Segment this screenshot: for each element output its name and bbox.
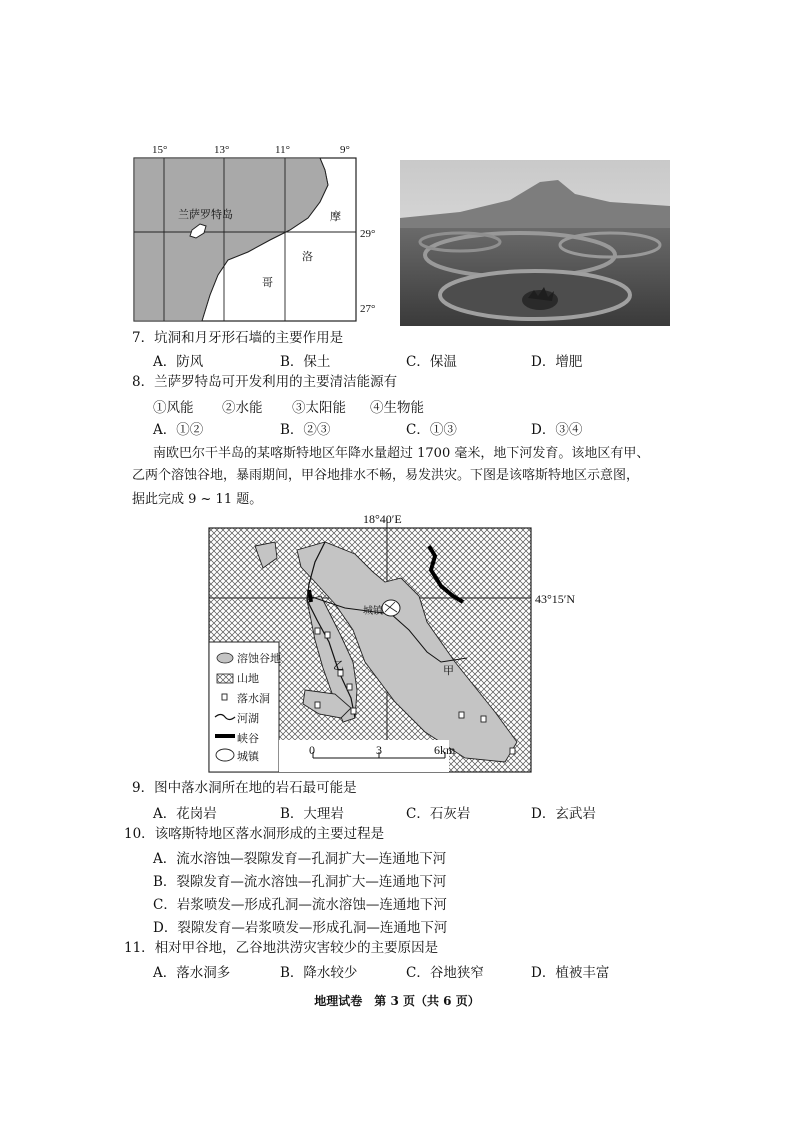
question-11 bbox=[124, 938, 438, 958]
passage-line: 据此完成 9 ~ 11 题。 bbox=[132, 492, 263, 507]
passage-line: 南欧巴尔干半岛的某喀斯特地区年降水量超过 1700 毫米，地下河发育。该地区有甲、 bbox=[153, 446, 650, 461]
legend-river: 河湖 bbox=[237, 713, 259, 725]
lon-label: 18°40′E bbox=[363, 512, 402, 526]
option-a[interactable]: A．落水洞多 bbox=[153, 965, 231, 981]
option-d[interactable]: D．裂隙发育—岩浆喷发—形成孔洞—连通地下河 bbox=[153, 920, 448, 936]
question-7 bbox=[132, 328, 343, 348]
lon-label: 13° bbox=[214, 144, 230, 156]
landscape-photo bbox=[400, 160, 670, 326]
lat-label: 27° bbox=[360, 303, 376, 315]
item-4: ④生物能 bbox=[370, 400, 424, 416]
question-number: 11． bbox=[124, 940, 155, 956]
scale-tick: 6km bbox=[434, 743, 456, 757]
option-c[interactable]: C．谷地狭窄 bbox=[406, 965, 484, 981]
item-1: ①风能 bbox=[153, 400, 194, 416]
question-9 bbox=[132, 778, 357, 798]
option-a[interactable]: A．①② bbox=[153, 422, 204, 438]
question-number: 8． bbox=[132, 374, 155, 390]
island-label: 兰萨罗特岛 bbox=[178, 209, 233, 221]
option-b[interactable]: B．②③ bbox=[280, 422, 331, 438]
option-a[interactable]: A．防风 bbox=[153, 354, 204, 370]
legend-mountain: 山地 bbox=[237, 673, 259, 685]
town-label: 城镇 bbox=[363, 606, 383, 617]
lat-label: 29° bbox=[360, 228, 376, 240]
map-lanzarote bbox=[130, 140, 390, 325]
lon-label: 9° bbox=[340, 144, 350, 156]
option-b[interactable]: B．裂隙发育—流水溶蚀—孔洞扩大—连通地下河 bbox=[153, 874, 447, 890]
question-stem: 该喀斯特地区落水洞形成的主要过程是 bbox=[154, 826, 385, 842]
legend-town: 城镇 bbox=[237, 751, 259, 763]
question-stem: 图中落水洞所在地的岩石最可能是 bbox=[154, 780, 357, 796]
option-c[interactable]: C．岩浆喷发—形成孔洞—流水溶蚀—连通地下河 bbox=[153, 897, 447, 913]
option-a[interactable]: A．花岗岩 bbox=[153, 806, 217, 822]
option-b[interactable]: B．降水较少 bbox=[280, 965, 358, 981]
passage-line: 乙两个溶蚀谷地，暴雨期间，甲谷地排水不畅，易发洪灾。下图是该喀斯特地区示意图， bbox=[132, 468, 640, 483]
question-8 bbox=[132, 372, 397, 392]
question-number: 10． bbox=[124, 826, 155, 842]
country-label: 哥 bbox=[262, 277, 273, 289]
question-10 bbox=[124, 824, 384, 844]
option-b[interactable]: B．保土 bbox=[280, 354, 331, 370]
option-d[interactable]: D．增肥 bbox=[531, 354, 583, 370]
page-footer: 地理试卷 第 3 页（共 6 页） bbox=[314, 994, 480, 1008]
scale-tick: 0 bbox=[309, 743, 315, 757]
option-d[interactable]: D．植被丰富 bbox=[531, 965, 610, 981]
option-c[interactable]: C．保温 bbox=[406, 354, 457, 370]
item-2: ②水能 bbox=[222, 400, 263, 416]
lon-label: 11° bbox=[275, 144, 290, 156]
valley-yi-label: 乙 bbox=[333, 660, 344, 672]
lon-label: 15° bbox=[152, 144, 168, 156]
valley-jia-label: 甲 bbox=[443, 665, 454, 677]
lat-label: 43°15′N bbox=[535, 592, 576, 606]
legend-valley: 溶蚀谷地 bbox=[237, 653, 281, 665]
option-a[interactable]: A．流水溶蚀—裂隙发育—孔洞扩大—连通地下河 bbox=[153, 851, 447, 867]
option-c[interactable]: C．石灰岩 bbox=[406, 806, 471, 822]
country-label: 摩 bbox=[330, 211, 341, 223]
legend-sinkhole: 落水洞 bbox=[237, 693, 270, 705]
legend-canyon: 峡谷 bbox=[237, 733, 259, 745]
map-karst bbox=[205, 512, 625, 777]
option-d[interactable]: D．③④ bbox=[531, 422, 583, 438]
question-number: 9． bbox=[132, 780, 155, 796]
question-number: 7． bbox=[132, 330, 155, 346]
question-stem: 坑洞和月牙形石墙的主要作用是 bbox=[154, 330, 344, 346]
scale-tick: 3 bbox=[376, 743, 382, 757]
option-c[interactable]: C．①③ bbox=[406, 422, 457, 438]
country-label: 洛 bbox=[302, 251, 313, 263]
option-d[interactable]: D．玄武岩 bbox=[531, 806, 596, 822]
question-stem: 兰萨罗特岛可开发利用的主要清洁能源有 bbox=[154, 374, 398, 390]
question-stem: 相对甲谷地，乙谷地洪涝灾害较少的主要原因是 bbox=[154, 940, 439, 956]
option-b[interactable]: B．大理岩 bbox=[280, 806, 344, 822]
item-3: ③太阳能 bbox=[292, 400, 346, 416]
